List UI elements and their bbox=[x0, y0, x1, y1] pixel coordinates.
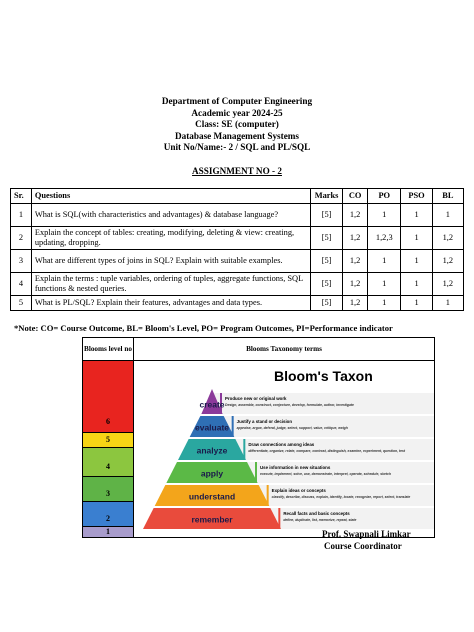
cell-question: What are different types of joins in SQL? Explain with suitable examples. bbox=[31, 250, 310, 273]
blooms-level-header: Blooms level no bbox=[83, 338, 134, 361]
pyramid-sub-1: define, duplicate, list, memorize, repeat, state bbox=[283, 518, 357, 522]
cell-bl: 1,2 bbox=[432, 273, 463, 296]
cell-question: Explain the terms : tuple variables, ordering of tuples, aggregate functions, SQL functions & nested queries. bbox=[31, 273, 310, 296]
cell-co: 1,2 bbox=[343, 273, 368, 296]
cell-po: 1 bbox=[368, 296, 401, 311]
table-row bbox=[11, 204, 464, 227]
cell-marks: [5] bbox=[311, 227, 343, 250]
cell-co: 1,2 bbox=[343, 227, 368, 250]
pyramid-term-2: understand bbox=[188, 491, 236, 502]
cell-bl: 1 bbox=[432, 204, 463, 227]
pyramid-desc-2: Explain ideas or concepts bbox=[271, 488, 326, 493]
pyramid-sub-2: classify, describe, discuss, explain, identify, locate, recognize, report, select, translate bbox=[271, 495, 411, 499]
cell-sr: 4 bbox=[11, 273, 32, 296]
level-cell-1: 1 bbox=[83, 527, 133, 537]
cell-sr: 5 bbox=[11, 296, 32, 311]
level-cell-5: 5 bbox=[83, 433, 133, 448]
blooms-level-column bbox=[83, 361, 134, 538]
assignment-title: ASSIGNMENT NO - 2 bbox=[192, 166, 282, 176]
cell-marks: [5] bbox=[311, 250, 343, 273]
table-row bbox=[11, 273, 464, 296]
questions-table bbox=[10, 188, 464, 311]
header-marks: Marks bbox=[311, 189, 343, 204]
blooms-pyramid-image bbox=[134, 363, 434, 535]
blooms-table bbox=[82, 337, 435, 538]
cell-po: 1 bbox=[368, 273, 401, 296]
cell-pso: 1 bbox=[401, 296, 432, 311]
signature-block bbox=[322, 528, 411, 552]
table-row bbox=[11, 227, 464, 250]
cell-co: 1,2 bbox=[343, 204, 368, 227]
blooms-pyramid-cell bbox=[134, 361, 435, 538]
cell-question: What is PL/SQL? Explain their features, advantages and data types. bbox=[31, 296, 310, 311]
cell-pso: 1 bbox=[401, 273, 432, 296]
cell-sr: 3 bbox=[11, 250, 32, 273]
academic-year: Academic year 2024-25 bbox=[191, 107, 283, 118]
header-bl: BL bbox=[432, 189, 463, 204]
header-sr: Sr. bbox=[11, 189, 32, 204]
unit-name: Unit No/Name:- 2 / SQL and PL/SQL bbox=[163, 142, 311, 153]
cell-pso: 1 bbox=[401, 204, 432, 227]
cell-question: Explain the concept of tables: creating, modifying, deleting & view: creating, updating, dropping. bbox=[31, 227, 310, 250]
pyramid-sub-6: Design, assemble, construct, conjecture, develop, formulate, author, investigate bbox=[225, 403, 354, 407]
header-co: CO bbox=[343, 189, 368, 204]
pyramid-term-5: evaluate bbox=[194, 422, 230, 433]
cell-po: 1 bbox=[368, 250, 401, 273]
pyramid-term-1: remember bbox=[191, 514, 233, 525]
cell-bl: 1 bbox=[432, 296, 463, 311]
note-text: *Note: CO= Course Outcome, BL= Bloom's Level, PO= Program Outcomes, PI=Performance indicator bbox=[14, 323, 393, 333]
document-header bbox=[0, 96, 474, 154]
pyramid-desc-3: Use information in new situations bbox=[260, 465, 331, 470]
cell-pso: 1 bbox=[401, 250, 432, 273]
cell-question: What is SQL(with characteristics and advantages) & database language? bbox=[31, 204, 310, 227]
cell-marks: [5] bbox=[311, 273, 343, 296]
pyramid-desc-5: Justify a stand or decision bbox=[236, 419, 293, 424]
pyramid-desc-4: Draw connections among ideas bbox=[248, 442, 315, 447]
department-name: Department of Computer Engineering bbox=[161, 96, 313, 106]
table-row bbox=[11, 296, 464, 311]
cell-po: 1,2,3 bbox=[368, 227, 401, 250]
coordinator-name: Prof. Swapnali Limkar bbox=[322, 529, 411, 539]
cell-po: 1 bbox=[368, 204, 401, 227]
cell-co: 1,2 bbox=[343, 296, 368, 311]
level-cell-6: 6 bbox=[83, 361, 133, 433]
level-cell-3: 3 bbox=[83, 477, 133, 502]
table-header-row bbox=[11, 189, 464, 204]
cell-marks: [5] bbox=[311, 204, 343, 227]
pyramid-sub-3: execute, implement, solve, use, demonstrate, interpret, operate, schedule, sketch bbox=[260, 472, 391, 476]
header-pso: PSO bbox=[401, 189, 432, 204]
pyramid-title: Bloom's Taxon bbox=[274, 368, 373, 384]
pyramid-sub-5: appraise, argue, defend, judge, select, support, value, critique, weigh bbox=[236, 426, 348, 430]
pyramid-term-4: analyze bbox=[196, 445, 228, 456]
blooms-terms-header: Blooms Taxonomy terms bbox=[134, 338, 435, 361]
class-name: Class: SE (computer) bbox=[195, 119, 279, 130]
header-po: PO bbox=[368, 189, 401, 204]
cell-marks: [5] bbox=[311, 296, 343, 311]
cell-co: 1,2 bbox=[343, 250, 368, 273]
subject-name: Database Management Systems bbox=[174, 130, 300, 141]
cell-sr: 1 bbox=[11, 204, 32, 227]
pyramid-term-6: create bbox=[199, 399, 225, 410]
cell-sr: 2 bbox=[11, 227, 32, 250]
pyramid-sub-4: differentiate, organize, relate, compare, contrast, distinguish, examine, experiment, question, test bbox=[248, 449, 406, 453]
pyramid-term-3: apply bbox=[200, 468, 224, 479]
coordinator-role: Course Coordinator bbox=[324, 541, 402, 551]
pyramid-desc-6: Produce new or original work bbox=[225, 396, 287, 401]
header-questions: Questions bbox=[31, 189, 310, 204]
level-cell-4: 4 bbox=[83, 448, 133, 477]
cell-bl: 1,2 bbox=[432, 250, 463, 273]
cell-pso: 1 bbox=[401, 227, 432, 250]
cell-bl: 1,2 bbox=[432, 227, 463, 250]
level-cell-2: 2 bbox=[83, 502, 133, 527]
table-row bbox=[11, 250, 464, 273]
pyramid-desc-1: Recall facts and basic concepts bbox=[283, 511, 350, 516]
